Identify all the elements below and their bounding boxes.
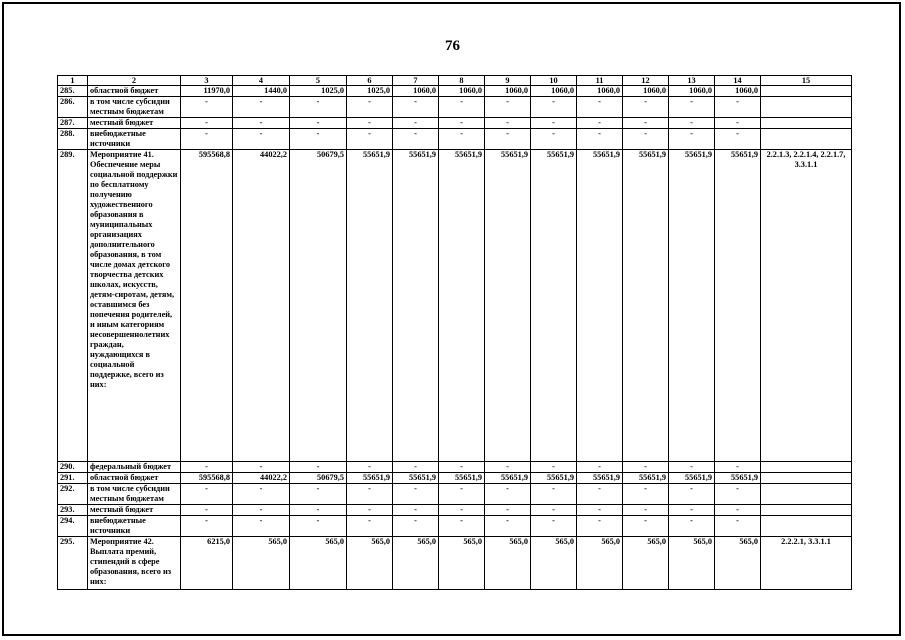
value-cell: - xyxy=(181,97,233,118)
value-cell: 55651,9 xyxy=(439,150,485,462)
value-cell: - xyxy=(347,516,393,537)
value-cell: - xyxy=(669,129,715,150)
row-number: 291. xyxy=(58,473,88,484)
table-row xyxy=(58,97,852,118)
value-cell: - xyxy=(623,484,669,505)
value-cell: - xyxy=(347,97,393,118)
value-cell: 565,0 xyxy=(347,537,393,590)
row-number: 294. xyxy=(58,516,88,537)
value-cell: - xyxy=(290,516,347,537)
value-cell: - xyxy=(715,129,761,150)
value-cell: 50679,5 xyxy=(290,150,347,462)
value-cell: - xyxy=(290,484,347,505)
value-cell: - xyxy=(577,129,623,150)
table-row xyxy=(58,86,852,97)
value-cell: 1060,0 xyxy=(577,86,623,97)
value-cell: - xyxy=(531,129,577,150)
column-header: 14 xyxy=(715,76,761,86)
row-description: внебюджетные источники xyxy=(88,129,181,150)
value-cell: - xyxy=(669,484,715,505)
value-cell: - xyxy=(393,129,439,150)
table-row xyxy=(58,129,852,150)
value-cell: 565,0 xyxy=(669,537,715,590)
row-number: 290. xyxy=(58,462,88,473)
column-header: 1 xyxy=(58,76,88,86)
value-cell: - xyxy=(181,129,233,150)
row-number: 289. xyxy=(58,150,88,462)
value-cell: 55651,9 xyxy=(347,473,393,484)
value-cell: 55651,9 xyxy=(623,473,669,484)
row-number: 286. xyxy=(58,97,88,118)
row-description: Мероприятие 41. Обеспечение меры социальной поддержки по бесплатному получению художественного образования в муниципальных организациях дополнительного образования, в том числе домах детского творчества детских школах, искусств, детям-сиротам, детям, оставшимся без попечения родителей, и иным категориям несовершеннолетних граждан, нуждающихся в социальной поддержке, всего из них: xyxy=(88,150,181,462)
value-cell: - xyxy=(439,129,485,150)
row-description: Мероприятие 42. Выплата премий, стипендий в сфере образования, всего из них: xyxy=(88,537,181,590)
value-cell: 55651,9 xyxy=(623,150,669,462)
value-cell: - xyxy=(347,118,393,129)
value-cell: - xyxy=(669,505,715,516)
value-cell: 55651,9 xyxy=(531,473,577,484)
value-cell: 1060,0 xyxy=(485,86,531,97)
value-cell: - xyxy=(347,505,393,516)
value-cell: - xyxy=(393,97,439,118)
column-header: 4 xyxy=(233,76,290,86)
reference-cell xyxy=(761,97,852,118)
value-cell: - xyxy=(485,97,531,118)
value-cell: 50679,5 xyxy=(290,473,347,484)
value-cell: - xyxy=(393,505,439,516)
value-cell: 6215,0 xyxy=(181,537,233,590)
value-cell: - xyxy=(181,516,233,537)
value-cell: - xyxy=(233,462,290,473)
value-cell: - xyxy=(439,118,485,129)
value-cell: 55651,9 xyxy=(485,150,531,462)
page-number: 76 xyxy=(445,38,460,54)
value-cell: - xyxy=(485,505,531,516)
value-cell: - xyxy=(181,505,233,516)
value-cell: 565,0 xyxy=(715,537,761,590)
row-description: областной бюджет xyxy=(88,86,181,97)
value-cell: 565,0 xyxy=(290,537,347,590)
column-header: 12 xyxy=(623,76,669,86)
reference-cell xyxy=(761,484,852,505)
value-cell: - xyxy=(233,505,290,516)
value-cell: - xyxy=(623,462,669,473)
value-cell: - xyxy=(290,462,347,473)
value-cell: - xyxy=(347,129,393,150)
value-cell: 55651,9 xyxy=(393,473,439,484)
value-cell: 565,0 xyxy=(485,537,531,590)
value-cell: - xyxy=(623,516,669,537)
table-row xyxy=(58,537,852,590)
value-cell: 55651,9 xyxy=(577,473,623,484)
reference-cell xyxy=(761,86,852,97)
value-cell: 55651,9 xyxy=(669,473,715,484)
value-cell: 1060,0 xyxy=(439,86,485,97)
column-header: 11 xyxy=(577,76,623,86)
value-cell: - xyxy=(393,516,439,537)
row-number: 288. xyxy=(58,129,88,150)
row-number: 292. xyxy=(58,484,88,505)
value-cell: - xyxy=(233,484,290,505)
column-header: 9 xyxy=(485,76,531,86)
value-cell: - xyxy=(577,505,623,516)
reference-cell: 2.2.1.3, 2.2.1.4, 2.2.1.7, 3.3.1.1 xyxy=(761,150,852,462)
value-cell: - xyxy=(393,118,439,129)
row-number: 293. xyxy=(58,505,88,516)
value-cell: - xyxy=(715,484,761,505)
value-cell: - xyxy=(577,462,623,473)
value-cell: - xyxy=(290,97,347,118)
value-cell: - xyxy=(233,516,290,537)
value-cell: - xyxy=(577,118,623,129)
column-header: 8 xyxy=(439,76,485,86)
row-number: 285. xyxy=(58,86,88,97)
value-cell: 1025,0 xyxy=(290,86,347,97)
value-cell: - xyxy=(715,516,761,537)
value-cell: - xyxy=(669,97,715,118)
row-description: внебюджетные источники xyxy=(88,516,181,537)
reference-cell xyxy=(761,473,852,484)
value-cell: - xyxy=(715,97,761,118)
value-cell: - xyxy=(290,505,347,516)
value-cell: 55651,9 xyxy=(715,150,761,462)
row-description: в том числе субсидии местным бюджетам xyxy=(88,484,181,505)
table-row xyxy=(58,150,852,462)
value-cell: - xyxy=(623,505,669,516)
value-cell: 11970,0 xyxy=(181,86,233,97)
value-cell: - xyxy=(347,484,393,505)
value-cell: - xyxy=(485,462,531,473)
value-cell: 44022,2 xyxy=(233,150,290,462)
value-cell: - xyxy=(485,129,531,150)
value-cell: 44022,2 xyxy=(233,473,290,484)
value-cell: - xyxy=(439,516,485,537)
budget-table xyxy=(57,75,852,590)
value-cell: - xyxy=(577,97,623,118)
row-number: 295. xyxy=(58,537,88,590)
row-description: местный бюджет xyxy=(88,118,181,129)
row-description: федеральный бюджет xyxy=(88,462,181,473)
value-cell: - xyxy=(233,97,290,118)
value-cell: 55651,9 xyxy=(531,150,577,462)
value-cell: - xyxy=(181,462,233,473)
value-cell: - xyxy=(577,484,623,505)
reference-cell: 2.2.2.1, 3.3.1.1 xyxy=(761,537,852,590)
value-cell: - xyxy=(439,505,485,516)
value-cell: 1060,0 xyxy=(393,86,439,97)
table-row xyxy=(58,505,852,516)
value-cell: 55651,9 xyxy=(439,473,485,484)
reference-cell xyxy=(761,505,852,516)
value-cell: 565,0 xyxy=(577,537,623,590)
value-cell: 595568,8 xyxy=(181,473,233,484)
row-number: 287. xyxy=(58,118,88,129)
value-cell: - xyxy=(577,516,623,537)
value-cell: - xyxy=(531,97,577,118)
row-description: местный бюджет xyxy=(88,505,181,516)
value-cell: 55651,9 xyxy=(577,150,623,462)
value-cell: - xyxy=(623,129,669,150)
value-cell: 55651,9 xyxy=(715,473,761,484)
value-cell: - xyxy=(485,516,531,537)
value-cell: 55651,9 xyxy=(485,473,531,484)
row-description: областной бюджет xyxy=(88,473,181,484)
table-row xyxy=(58,118,852,129)
value-cell: 55651,9 xyxy=(393,150,439,462)
value-cell: 55651,9 xyxy=(347,150,393,462)
value-cell: - xyxy=(531,118,577,129)
value-cell: 565,0 xyxy=(233,537,290,590)
reference-cell xyxy=(761,118,852,129)
value-cell: 565,0 xyxy=(531,537,577,590)
value-cell: - xyxy=(233,129,290,150)
value-cell: - xyxy=(485,484,531,505)
table-row xyxy=(58,484,852,505)
value-cell: 565,0 xyxy=(393,537,439,590)
value-cell: 565,0 xyxy=(439,537,485,590)
reference-cell xyxy=(761,462,852,473)
value-cell: - xyxy=(623,97,669,118)
value-cell: - xyxy=(669,516,715,537)
column-header: 13 xyxy=(669,76,715,86)
table-row xyxy=(58,516,852,537)
value-cell: - xyxy=(393,484,439,505)
value-cell: - xyxy=(439,462,485,473)
value-cell: 1060,0 xyxy=(531,86,577,97)
value-cell: - xyxy=(181,118,233,129)
value-cell: - xyxy=(531,516,577,537)
value-cell: 595568,8 xyxy=(181,150,233,462)
value-cell: - xyxy=(531,505,577,516)
column-header: 6 xyxy=(347,76,393,86)
table-row xyxy=(58,473,852,484)
value-cell: 1060,0 xyxy=(623,86,669,97)
value-cell: - xyxy=(623,118,669,129)
column-header: 10 xyxy=(531,76,577,86)
value-cell: - xyxy=(669,462,715,473)
value-cell: 1025,0 xyxy=(347,86,393,97)
value-cell: - xyxy=(290,118,347,129)
value-cell: - xyxy=(393,462,439,473)
column-header: 3 xyxy=(181,76,233,86)
value-cell: - xyxy=(181,484,233,505)
value-cell: - xyxy=(715,462,761,473)
column-header: 2 xyxy=(88,76,181,86)
column-header: 15 xyxy=(761,76,852,86)
value-cell: 1060,0 xyxy=(715,86,761,97)
reference-cell xyxy=(761,516,852,537)
reference-cell xyxy=(761,129,852,150)
value-cell: - xyxy=(715,118,761,129)
table-row xyxy=(58,462,852,473)
value-cell: 55651,9 xyxy=(669,150,715,462)
value-cell: - xyxy=(669,118,715,129)
value-cell: - xyxy=(531,462,577,473)
value-cell: - xyxy=(347,462,393,473)
value-cell: - xyxy=(233,118,290,129)
value-cell: - xyxy=(439,97,485,118)
column-header: 5 xyxy=(290,76,347,86)
value-cell: - xyxy=(290,129,347,150)
value-cell: 565,0 xyxy=(623,537,669,590)
value-cell: - xyxy=(485,118,531,129)
table-header-row xyxy=(58,76,852,86)
value-cell: - xyxy=(715,505,761,516)
value-cell: 1440,0 xyxy=(233,86,290,97)
value-cell: 1060,0 xyxy=(669,86,715,97)
value-cell: - xyxy=(439,484,485,505)
value-cell: - xyxy=(531,484,577,505)
row-description: в том числе субсидии местным бюджетам xyxy=(88,97,181,118)
column-header: 7 xyxy=(393,76,439,86)
